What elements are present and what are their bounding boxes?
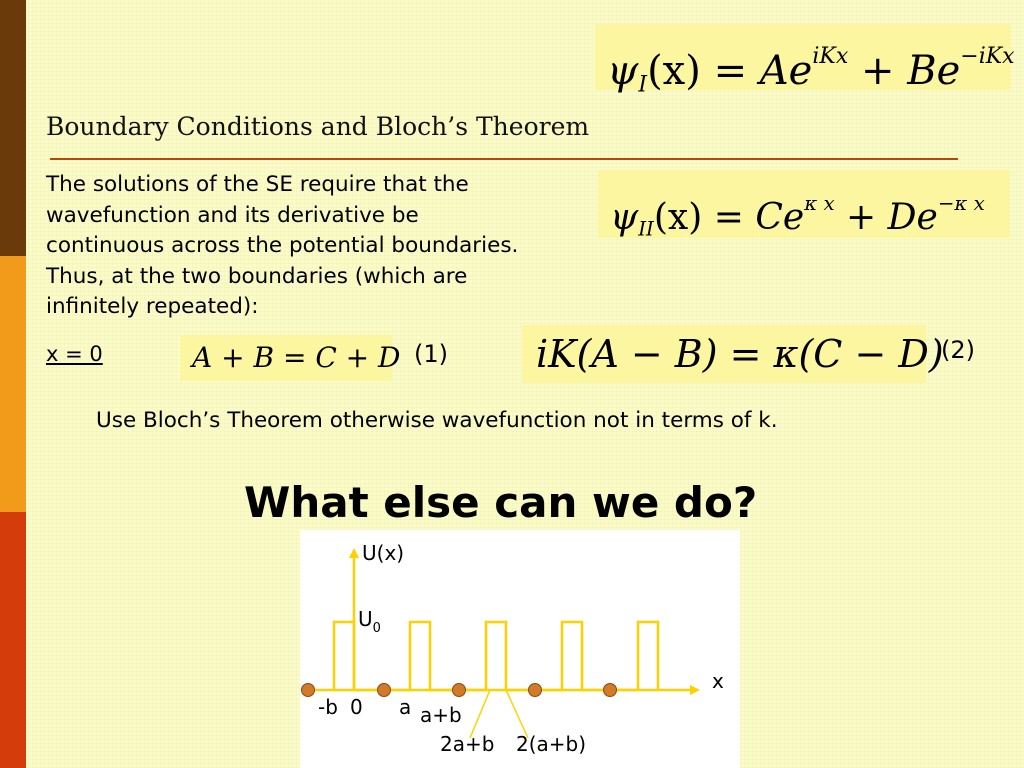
potential-curve [334, 622, 658, 690]
intro-line: wavefunction and its derivative be [46, 202, 419, 228]
tick-label: 2a+b [440, 732, 495, 756]
intro-line: infinitely repeated): [46, 294, 259, 319]
accent-bar-bottom [0, 512, 26, 768]
lattice-point [378, 684, 391, 697]
pointer-2a-plus-b [470, 690, 490, 738]
potential-svg [300, 530, 740, 768]
tick-label: 2(a+b) [516, 732, 587, 756]
equation-psi-region-1: $\psi I(x) = Ae^{iKx} + Be^{-iKx}$ [595, 24, 1011, 90]
bloch-note: Use Bloch’s Theorem otherwise wavefunction not in terms of k. [96, 408, 778, 433]
kronig-penney-potential-diagram [300, 530, 740, 768]
tick-label: a [399, 695, 412, 719]
intro-line: The solutions of the SE require that the [46, 172, 469, 197]
slide-title: Boundary Conditions and Bloch’s Theorem [46, 112, 590, 141]
question-heading: What else can we do? [244, 478, 758, 527]
boundary-label: x = 0 [46, 342, 103, 366]
x-axis-label: x [712, 669, 724, 693]
accent-bar-middle [0, 256, 26, 512]
intro-line: Thus, at the two boundaries (which are [46, 263, 468, 289]
tick-label: -b [318, 695, 338, 719]
equation-2-number: (2) [941, 336, 975, 364]
lattice-point [604, 684, 617, 697]
u0-label: $U_0$ [358, 607, 381, 636]
pointer-2-a-plus-b [506, 690, 528, 738]
tick-label: a+b [420, 703, 462, 727]
lattice-point [302, 684, 315, 697]
intro-line: continuous across the potential boundaries. [46, 233, 519, 258]
title-divider [50, 158, 958, 160]
equation-2: iK(A − B) = κ(C − D) [522, 325, 926, 383]
y-axis-label: U(x) [362, 541, 405, 565]
equation-1: A + B = C + D [180, 335, 392, 381]
intro-paragraph [46, 170, 626, 323]
equation-psi-region-2: $\psi II(x) = Ce^{\kappa x} + De^{-\kappa x}$ [598, 170, 1010, 238]
equation-1-number: (1) [414, 340, 448, 368]
tick-label: 0 [350, 695, 363, 719]
lattice-point [529, 684, 542, 697]
accent-bar-top [0, 0, 26, 256]
lattice-point [453, 684, 466, 697]
